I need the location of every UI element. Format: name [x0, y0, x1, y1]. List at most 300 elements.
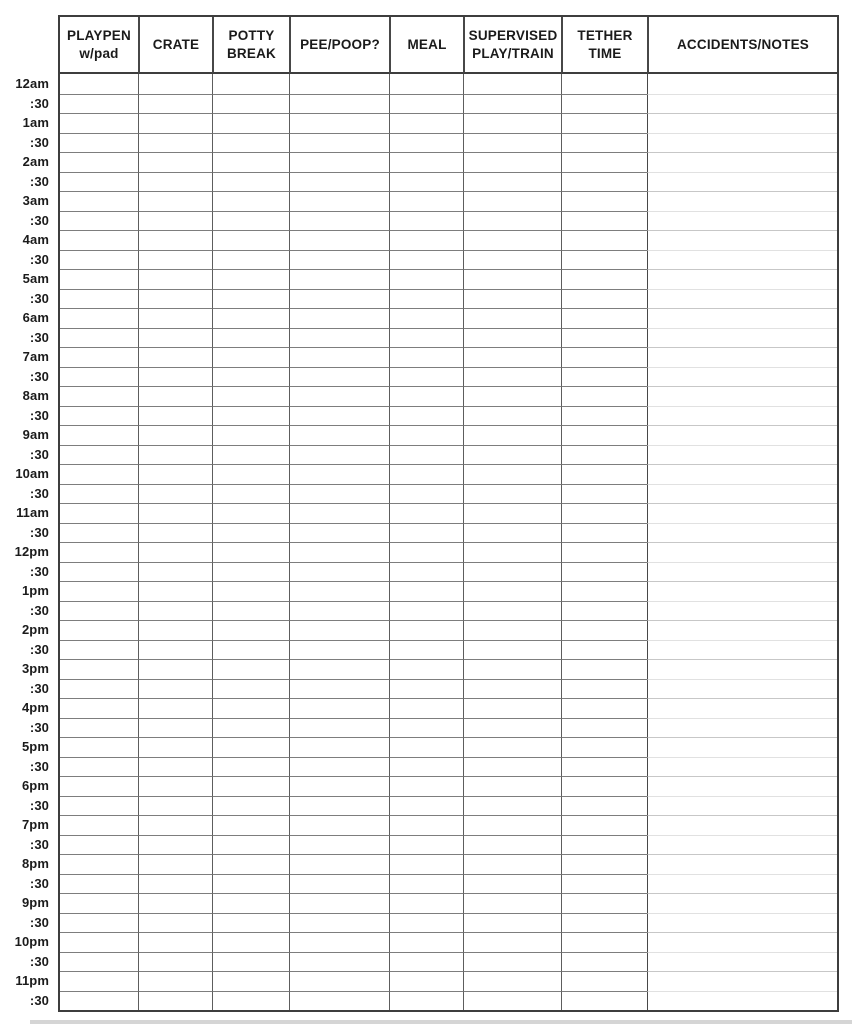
schedule-cell-tether-time	[561, 425, 647, 445]
schedule-cell-crate	[138, 640, 212, 660]
schedule-cell-accidents-notes	[647, 757, 837, 777]
schedule-cell-pee-poop	[289, 269, 389, 289]
schedule-cell-potty-break	[212, 952, 289, 972]
schedule-cell-tether-time	[561, 913, 647, 933]
schedule-cell-potty-break	[212, 308, 289, 328]
schedule-cell-accidents-notes	[647, 172, 837, 192]
schedule-cell-playpen-w-pad	[60, 893, 138, 913]
schedule-cell-accidents-notes	[647, 425, 837, 445]
schedule-cell-meal	[389, 172, 463, 192]
schedule-cell-playpen-w-pad	[60, 523, 138, 543]
time-label: 1am	[22, 115, 49, 131]
schedule-cell-playpen-w-pad	[60, 581, 138, 601]
schedule-cell-crate	[138, 854, 212, 874]
schedule-cell-crate	[138, 835, 212, 855]
schedule-cell-pee-poop	[289, 445, 389, 465]
schedule-cell-meal	[389, 874, 463, 894]
schedule-cell-meal	[389, 971, 463, 991]
schedule-cell-accidents-notes	[647, 581, 837, 601]
column-header-accidents-notes	[647, 17, 837, 74]
schedule-cell-supervised-play-train	[463, 94, 561, 114]
schedule-cell-meal	[389, 367, 463, 387]
schedule-cell-meal	[389, 757, 463, 777]
schedule-cell-meal	[389, 464, 463, 484]
schedule-cell-tether-time	[561, 113, 647, 133]
schedule-cell-crate	[138, 211, 212, 231]
schedule-cell-crate	[138, 503, 212, 523]
schedule-cell-pee-poop	[289, 640, 389, 660]
schedule-cell-accidents-notes	[647, 991, 837, 1011]
schedule-cell-crate	[138, 445, 212, 465]
schedule-cell-meal	[389, 94, 463, 114]
time-label: :30	[29, 641, 49, 657]
schedule-cell-potty-break	[212, 776, 289, 796]
schedule-cell-crate	[138, 74, 212, 94]
schedule-cell-potty-break	[212, 503, 289, 523]
schedule-cell-potty-break	[212, 620, 289, 640]
column-header-label: PLAYPEN	[67, 27, 131, 43]
schedule-cell-supervised-play-train	[463, 581, 561, 601]
schedule-cell-supervised-play-train	[463, 659, 561, 679]
schedule-cell-pee-poop	[289, 737, 389, 757]
schedule-cell-supervised-play-train	[463, 542, 561, 562]
column-header-meal	[389, 17, 463, 74]
schedule-cell-potty-break	[212, 172, 289, 192]
schedule-cell-tether-time	[561, 776, 647, 796]
schedule-cell-playpen-w-pad	[60, 835, 138, 855]
schedule-cell-crate	[138, 289, 212, 309]
schedule-cell-meal	[389, 952, 463, 972]
schedule-cell-crate	[138, 698, 212, 718]
schedule-cell-playpen-w-pad	[60, 113, 138, 133]
schedule-cell-pee-poop	[289, 347, 389, 367]
time-label: :30	[29, 719, 49, 735]
schedule-cell-supervised-play-train	[463, 737, 561, 757]
column-header-label: SUPERVISED	[468, 27, 558, 43]
schedule-cell-supervised-play-train	[463, 503, 561, 523]
schedule-cell-crate	[138, 94, 212, 114]
schedule-cell-tether-time	[561, 74, 647, 94]
schedule-cell-supervised-play-train	[463, 386, 561, 406]
schedule-cell-crate	[138, 172, 212, 192]
schedule-cell-meal	[389, 347, 463, 367]
schedule-cell-crate	[138, 328, 212, 348]
schedule-cell-meal	[389, 269, 463, 289]
schedule-cell-playpen-w-pad	[60, 94, 138, 114]
schedule-cell-accidents-notes	[647, 971, 837, 991]
schedule-cell-pee-poop	[289, 562, 389, 582]
schedule-cell-supervised-play-train	[463, 367, 561, 387]
schedule-cell-playpen-w-pad	[60, 874, 138, 894]
schedule-cell-potty-break	[212, 581, 289, 601]
schedule-cell-tether-time	[561, 640, 647, 660]
time-label: 7am	[22, 349, 49, 365]
schedule-cell-supervised-play-train	[463, 757, 561, 777]
time-label: 11pm	[15, 973, 49, 989]
schedule-cell-pee-poop	[289, 230, 389, 250]
schedule-cell-accidents-notes	[647, 640, 837, 660]
schedule-cell-pee-poop	[289, 289, 389, 309]
schedule-cell-accidents-notes	[647, 269, 837, 289]
schedule-cell-meal	[389, 406, 463, 426]
time-label: 12pm	[14, 544, 49, 560]
column-header-label: POTTY	[228, 27, 275, 43]
schedule-cell-crate	[138, 620, 212, 640]
schedule-cell-pee-poop	[289, 971, 389, 991]
schedule-cell-playpen-w-pad	[60, 796, 138, 816]
schedule-cell-crate	[138, 601, 212, 621]
schedule-cell-potty-break	[212, 640, 289, 660]
schedule-cell-tether-time	[561, 757, 647, 777]
schedule-cell-supervised-play-train	[463, 874, 561, 894]
schedule-cell-potty-break	[212, 815, 289, 835]
schedule-cell-playpen-w-pad	[60, 250, 138, 270]
time-label: 8pm	[21, 856, 49, 872]
schedule-cell-meal	[389, 796, 463, 816]
schedule-cell-pee-poop	[289, 94, 389, 114]
schedule-cell-accidents-notes	[647, 211, 837, 231]
schedule-cell-accidents-notes	[647, 328, 837, 348]
schedule-cell-playpen-w-pad	[60, 269, 138, 289]
schedule-cell-pee-poop	[289, 874, 389, 894]
schedule-cell-meal	[389, 679, 463, 699]
schedule-cell-supervised-play-train	[463, 523, 561, 543]
schedule-cell-potty-break	[212, 94, 289, 114]
schedule-cell-meal	[389, 211, 463, 231]
schedule-cell-supervised-play-train	[463, 640, 561, 660]
schedule-cell-accidents-notes	[647, 542, 837, 562]
schedule-cell-pee-poop	[289, 796, 389, 816]
column-header-crate	[138, 17, 212, 74]
time-label: :30	[29, 446, 49, 462]
schedule-cell-meal	[389, 445, 463, 465]
schedule-cell-pee-poop	[289, 893, 389, 913]
schedule-cell-crate	[138, 815, 212, 835]
schedule-cell-tether-time	[561, 815, 647, 835]
schedule-cell-supervised-play-train	[463, 445, 561, 465]
schedule-cell-accidents-notes	[647, 698, 837, 718]
schedule-cell-tether-time	[561, 367, 647, 387]
time-label: 2pm	[21, 622, 49, 638]
schedule-cell-meal	[389, 191, 463, 211]
schedule-cell-tether-time	[561, 698, 647, 718]
schedule-cell-playpen-w-pad	[60, 737, 138, 757]
schedule-cell-crate	[138, 796, 212, 816]
column-header-label: ACCIDENTS/NOTES	[676, 36, 809, 52]
schedule-cell-supervised-play-train	[463, 776, 561, 796]
schedule-cell-meal	[389, 913, 463, 933]
schedule-cell-tether-time	[561, 523, 647, 543]
schedule-cell-playpen-w-pad	[60, 952, 138, 972]
schedule-cell-supervised-play-train	[463, 191, 561, 211]
schedule-cell-crate	[138, 367, 212, 387]
schedule-cell-meal	[389, 601, 463, 621]
schedule-cell-accidents-notes	[647, 308, 837, 328]
schedule-cell-accidents-notes	[647, 230, 837, 250]
schedule-cell-potty-break	[212, 601, 289, 621]
schedule-cell-playpen-w-pad	[60, 172, 138, 192]
time-label: :30	[29, 524, 49, 540]
schedule-cell-tether-time	[561, 601, 647, 621]
schedule-cell-crate	[138, 737, 212, 757]
schedule-cell-tether-time	[561, 289, 647, 309]
schedule-cell-meal	[389, 698, 463, 718]
schedule-cell-crate	[138, 133, 212, 153]
schedule-cell-potty-break	[212, 367, 289, 387]
schedule-cell-accidents-notes	[647, 152, 837, 172]
schedule-cell-crate	[138, 484, 212, 504]
schedule-cell-accidents-notes	[647, 464, 837, 484]
time-label: :30	[29, 914, 49, 930]
schedule-cell-potty-break	[212, 211, 289, 231]
time-label: :30	[29, 758, 49, 774]
schedule-cell-playpen-w-pad	[60, 932, 138, 952]
schedule-cell-crate	[138, 679, 212, 699]
schedule-cell-potty-break	[212, 893, 289, 913]
schedule-cell-accidents-notes	[647, 289, 837, 309]
time-label: :30	[29, 836, 49, 852]
schedule-cell-crate	[138, 250, 212, 270]
schedule-cell-crate	[138, 932, 212, 952]
schedule-cell-meal	[389, 991, 463, 1011]
schedule-cell-playpen-w-pad	[60, 191, 138, 211]
schedule-cell-accidents-notes	[647, 113, 837, 133]
schedule-cell-meal	[389, 932, 463, 952]
time-label: :30	[29, 95, 49, 111]
time-label: 10am	[15, 466, 49, 482]
schedule-cell-meal	[389, 893, 463, 913]
schedule-cell-accidents-notes	[647, 484, 837, 504]
schedule-cell-tether-time	[561, 952, 647, 972]
schedule-cell-accidents-notes	[647, 94, 837, 114]
schedule-cell-tether-time	[561, 991, 647, 1011]
schedule-cell-playpen-w-pad	[60, 776, 138, 796]
schedule-cell-tether-time	[561, 484, 647, 504]
schedule-cell-accidents-notes	[647, 562, 837, 582]
schedule-cell-tether-time	[561, 874, 647, 894]
schedule-cell-accidents-notes	[647, 659, 837, 679]
schedule-cell-playpen-w-pad	[60, 640, 138, 660]
schedule-cell-pee-poop	[289, 698, 389, 718]
time-label: :30	[29, 992, 49, 1008]
schedule-cell-crate	[138, 991, 212, 1011]
schedule-cell-crate	[138, 562, 212, 582]
schedule-cell-meal	[389, 289, 463, 309]
schedule-cell-meal	[389, 737, 463, 757]
schedule-cell-supervised-play-train	[463, 328, 561, 348]
schedule-cell-pee-poop	[289, 152, 389, 172]
column-header-playpen-w-pad	[60, 17, 138, 74]
time-label: :30	[29, 680, 49, 696]
schedule-cell-pee-poop	[289, 191, 389, 211]
time-label: 9pm	[21, 895, 49, 911]
schedule-cell-playpen-w-pad	[60, 815, 138, 835]
schedule-cell-crate	[138, 523, 212, 543]
schedule-cell-tether-time	[561, 211, 647, 231]
schedule-cell-supervised-play-train	[463, 698, 561, 718]
schedule-cell-pee-poop	[289, 991, 389, 1011]
schedule-cell-supervised-play-train	[463, 815, 561, 835]
schedule-cell-tether-time	[561, 854, 647, 874]
time-label: :30	[29, 485, 49, 501]
schedule-cell-supervised-play-train	[463, 464, 561, 484]
schedule-cell-meal	[389, 835, 463, 855]
column-header-tether-time	[561, 17, 647, 74]
schedule-cell-potty-break	[212, 347, 289, 367]
schedule-cell-crate	[138, 406, 212, 426]
schedule-cell-crate	[138, 113, 212, 133]
schedule-cell-pee-poop	[289, 835, 389, 855]
schedule-cell-accidents-notes	[647, 679, 837, 699]
schedule-cell-accidents-notes	[647, 445, 837, 465]
schedule-cell-tether-time	[561, 347, 647, 367]
schedule-cell-tether-time	[561, 133, 647, 153]
column-header-label: TIME	[588, 45, 622, 61]
schedule-cell-supervised-play-train	[463, 250, 561, 270]
schedule-cell-potty-break	[212, 425, 289, 445]
time-label: :30	[29, 251, 49, 267]
schedule-cell-potty-break	[212, 562, 289, 582]
schedule-cell-accidents-notes	[647, 737, 837, 757]
schedule-cell-meal	[389, 523, 463, 543]
schedule-cell-crate	[138, 542, 212, 562]
schedule-cell-tether-time	[561, 932, 647, 952]
schedule-cell-playpen-w-pad	[60, 425, 138, 445]
schedule-cell-meal	[389, 581, 463, 601]
schedule-cell-potty-break	[212, 835, 289, 855]
schedule-cell-pee-poop	[289, 250, 389, 270]
schedule-cell-tether-time	[561, 503, 647, 523]
schedule-cell-supervised-play-train	[463, 269, 561, 289]
schedule-cell-playpen-w-pad	[60, 854, 138, 874]
schedule-cell-potty-break	[212, 445, 289, 465]
schedule-cell-playpen-w-pad	[60, 74, 138, 94]
schedule-cell-pee-poop	[289, 386, 389, 406]
schedule-cell-playpen-w-pad	[60, 406, 138, 426]
schedule-cell-tether-time	[561, 250, 647, 270]
schedule-cell-supervised-play-train	[463, 230, 561, 250]
schedule-cell-pee-poop	[289, 679, 389, 699]
time-label: 4am	[22, 232, 49, 248]
schedule-cell-playpen-w-pad	[60, 386, 138, 406]
schedule-cell-crate	[138, 757, 212, 777]
schedule-cell-potty-break	[212, 74, 289, 94]
schedule-cell-meal	[389, 250, 463, 270]
schedule-cell-supervised-play-train	[463, 406, 561, 426]
time-labels-column	[0, 74, 50, 1010]
time-label: 11am	[16, 505, 49, 521]
schedule-cell-potty-break	[212, 991, 289, 1011]
schedule-cell-crate	[138, 718, 212, 738]
schedule-cell-accidents-notes	[647, 874, 837, 894]
column-header-supervised-play-train	[463, 17, 561, 74]
schedule-cell-playpen-w-pad	[60, 991, 138, 1011]
schedule-cell-crate	[138, 191, 212, 211]
schedule-cell-supervised-play-train	[463, 152, 561, 172]
schedule-cell-potty-break	[212, 250, 289, 270]
schedule-cell-pee-poop	[289, 503, 389, 523]
schedule-cell-meal	[389, 308, 463, 328]
schedule-cell-crate	[138, 269, 212, 289]
schedule-cell-pee-poop	[289, 757, 389, 777]
schedule-cell-pee-poop	[289, 484, 389, 504]
schedule-cell-meal	[389, 133, 463, 153]
schedule-cell-crate	[138, 230, 212, 250]
schedule-cell-tether-time	[561, 464, 647, 484]
time-label: 3pm	[21, 661, 49, 677]
schedule-cell-playpen-w-pad	[60, 542, 138, 562]
schedule-cell-pee-poop	[289, 172, 389, 192]
schedule-cell-accidents-notes	[647, 718, 837, 738]
schedule-cell-tether-time	[561, 835, 647, 855]
schedule-cell-tether-time	[561, 796, 647, 816]
schedule-cell-tether-time	[561, 191, 647, 211]
time-label: :30	[29, 173, 49, 189]
schedule-cell-pee-poop	[289, 718, 389, 738]
time-label: :30	[29, 563, 49, 579]
schedule-cell-accidents-notes	[647, 250, 837, 270]
schedule-cell-meal	[389, 484, 463, 504]
time-label: :30	[29, 875, 49, 891]
time-label: :30	[29, 602, 49, 618]
schedule-cell-potty-break	[212, 796, 289, 816]
schedule-cell-potty-break	[212, 913, 289, 933]
schedule-cell-accidents-notes	[647, 952, 837, 972]
schedule-cell-pee-poop	[289, 133, 389, 153]
schedule-cell-pee-poop	[289, 854, 389, 874]
time-label: :30	[29, 212, 49, 228]
schedule-cell-pee-poop	[289, 406, 389, 426]
column-header-potty-break	[212, 17, 289, 74]
schedule-cell-supervised-play-train	[463, 113, 561, 133]
schedule-cell-tether-time	[561, 971, 647, 991]
schedule-cell-tether-time	[561, 308, 647, 328]
schedule-cell-crate	[138, 952, 212, 972]
schedule-cell-pee-poop	[289, 542, 389, 562]
schedule-cell-accidents-notes	[647, 854, 837, 874]
schedule-cell-potty-break	[212, 659, 289, 679]
schedule-cell-supervised-play-train	[463, 718, 561, 738]
schedule-table	[58, 15, 839, 1012]
schedule-cell-accidents-notes	[647, 367, 837, 387]
schedule-cell-potty-break	[212, 328, 289, 348]
schedule-cell-supervised-play-train	[463, 893, 561, 913]
time-label: 4pm	[21, 700, 49, 716]
schedule-cell-potty-break	[212, 874, 289, 894]
schedule-cell-playpen-w-pad	[60, 718, 138, 738]
schedule-cell-playpen-w-pad	[60, 913, 138, 933]
schedule-cell-tether-time	[561, 230, 647, 250]
time-label: 5pm	[21, 739, 49, 755]
schedule-cell-tether-time	[561, 581, 647, 601]
schedule-cell-pee-poop	[289, 211, 389, 231]
schedule-cell-tether-time	[561, 718, 647, 738]
schedule-cell-playpen-w-pad	[60, 679, 138, 699]
schedule-cell-meal	[389, 74, 463, 94]
schedule-cell-supervised-play-train	[463, 347, 561, 367]
schedule-cell-pee-poop	[289, 932, 389, 952]
schedule-cell-crate	[138, 581, 212, 601]
schedule-cell-supervised-play-train	[463, 620, 561, 640]
column-header-label: w/pad	[79, 45, 119, 61]
time-label: :30	[29, 134, 49, 150]
schedule-cell-pee-poop	[289, 776, 389, 796]
schedule-cell-potty-break	[212, 542, 289, 562]
schedule-cell-potty-break	[212, 289, 289, 309]
schedule-cell-pee-poop	[289, 913, 389, 933]
schedule-cell-tether-time	[561, 172, 647, 192]
schedule-cell-supervised-play-train	[463, 425, 561, 445]
